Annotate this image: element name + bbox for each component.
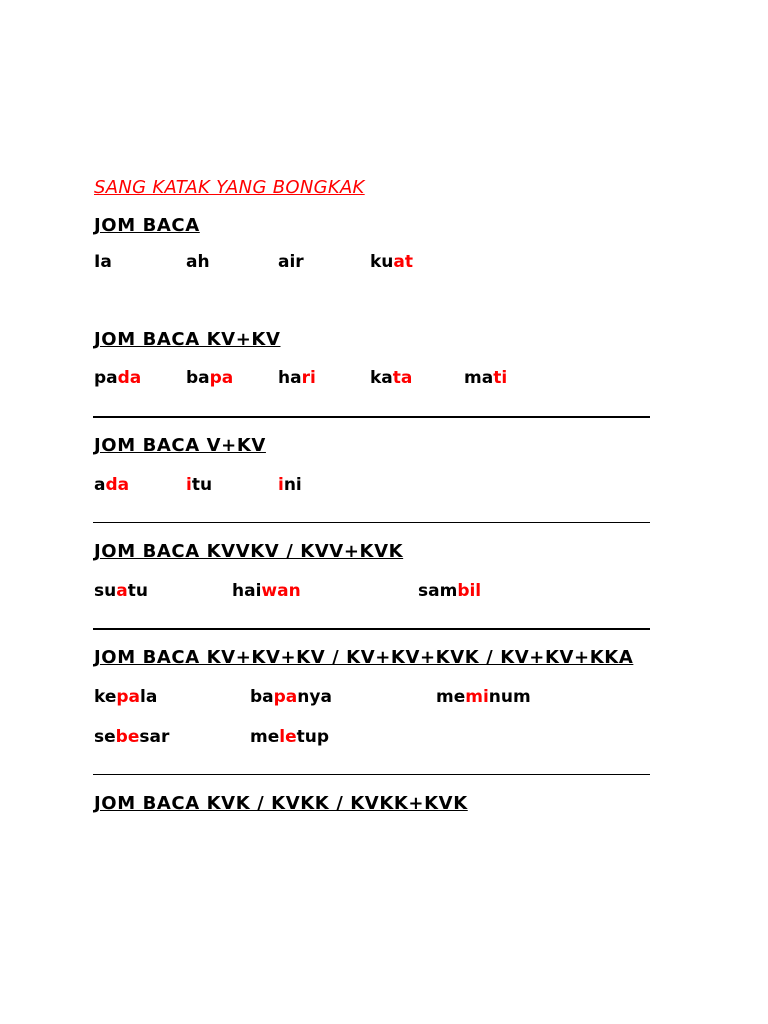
syllable-highlight: wan xyxy=(261,581,301,601)
syllable: la xyxy=(140,687,158,707)
word xyxy=(232,581,301,601)
section-heading-1: JOM BACA KV+KV xyxy=(94,329,281,350)
syllable: se xyxy=(94,727,116,747)
syllable-highlight: da xyxy=(105,475,130,495)
syllable-highlight: ri xyxy=(301,368,316,388)
divider xyxy=(93,774,650,775)
section-heading-4: JOM BACA KV+KV+KV / KV+KV+KVK / KV+KV+KKA xyxy=(94,647,634,668)
syllable-highlight: i xyxy=(186,475,192,495)
section-heading-0: JOM BACA xyxy=(94,215,200,236)
word xyxy=(418,581,481,601)
syllable-highlight: i xyxy=(278,475,284,495)
syllable: ke xyxy=(94,687,117,707)
word xyxy=(370,252,413,272)
word-row xyxy=(0,727,768,753)
word xyxy=(278,368,316,388)
syllable: su xyxy=(94,581,117,601)
word xyxy=(278,475,302,495)
divider xyxy=(93,416,650,418)
syllable-highlight: da xyxy=(117,368,142,388)
syllable-highlight: pa xyxy=(273,687,298,707)
syllable-highlight: ti xyxy=(493,368,508,388)
syllable: ba xyxy=(186,368,210,388)
word xyxy=(94,252,112,272)
syllable-highlight: mi xyxy=(465,687,489,707)
syllable-highlight: le xyxy=(279,727,297,747)
syllable: ma xyxy=(464,368,494,388)
syllable: tup xyxy=(296,727,330,747)
syllable: air xyxy=(278,252,304,272)
syllable: Ia xyxy=(94,252,112,272)
syllable: ni xyxy=(283,475,302,495)
syllable: ha xyxy=(278,368,302,388)
word xyxy=(250,727,329,747)
word xyxy=(186,475,212,495)
syllable: pa xyxy=(94,368,118,388)
word xyxy=(436,687,531,707)
word xyxy=(94,368,141,388)
section-heading-2: JOM BACA V+KV xyxy=(94,435,266,456)
word xyxy=(278,252,304,272)
syllable: tu xyxy=(127,581,148,601)
syllable-highlight: at xyxy=(393,252,414,272)
syllable: tu xyxy=(191,475,213,495)
syllable: me xyxy=(250,727,280,747)
section-heading-5: JOM BACA KVK / KVKK / KVKK+KVK xyxy=(94,793,468,814)
word xyxy=(186,252,210,272)
word xyxy=(464,368,507,388)
syllable: ka xyxy=(370,368,393,388)
syllable: ku xyxy=(370,252,394,272)
syllable: sam xyxy=(418,581,458,601)
word-row xyxy=(0,687,768,713)
syllable: ba xyxy=(250,687,274,707)
word xyxy=(370,368,412,388)
syllable-highlight: ta xyxy=(392,368,413,388)
word-row xyxy=(0,581,768,607)
syllable-highlight: bil xyxy=(457,581,482,601)
syllable: nya xyxy=(297,687,332,707)
syllable: num xyxy=(488,687,531,707)
syllable-highlight: pa xyxy=(209,368,234,388)
syllable: ah xyxy=(186,252,210,272)
page-title: SANG KATAK YANG BONGKAK xyxy=(94,177,365,198)
syllable: sar xyxy=(139,727,170,747)
section-heading-3: JOM BACA KVVKV / KVV+KVK xyxy=(94,541,404,562)
divider xyxy=(93,522,650,523)
word xyxy=(94,475,129,495)
syllable-highlight: pa xyxy=(116,687,141,707)
word xyxy=(250,687,332,707)
syllable: me xyxy=(436,687,466,707)
word-row xyxy=(0,475,768,501)
word-row xyxy=(0,368,768,394)
word xyxy=(186,368,233,388)
word xyxy=(94,581,148,601)
syllable: hai xyxy=(232,581,262,601)
syllable-highlight: be xyxy=(115,727,140,747)
word xyxy=(94,687,157,707)
divider xyxy=(93,628,650,630)
syllable-highlight: a xyxy=(116,581,128,601)
word-row xyxy=(0,252,768,278)
syllable: a xyxy=(94,475,106,495)
word xyxy=(94,727,169,747)
